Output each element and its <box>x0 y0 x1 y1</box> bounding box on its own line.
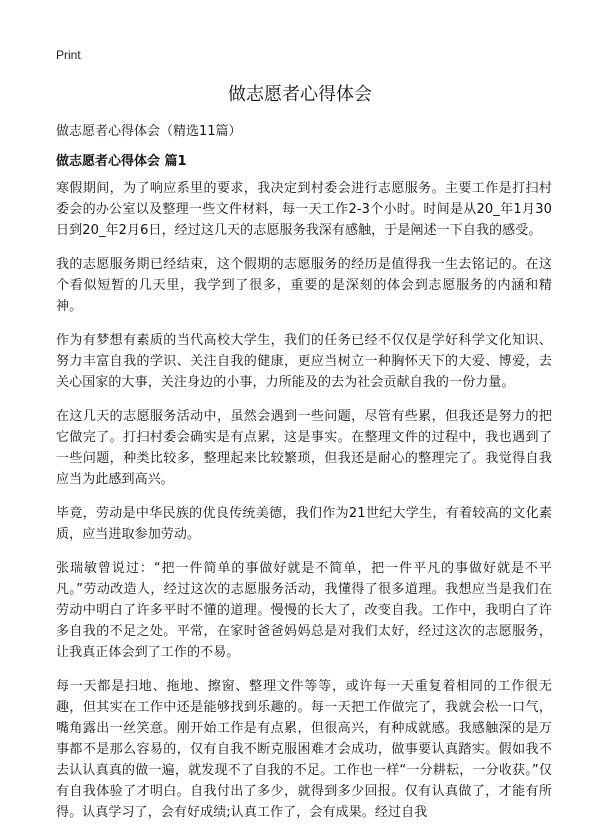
section-heading: 做志愿者心得体会 篇1 <box>56 154 187 169</box>
page-title: 做志愿者心得体会 <box>228 84 372 105</box>
document-subtitle: 做志愿者心得体会（精选11篇） <box>56 124 242 139</box>
print-label: Print <box>56 48 81 62</box>
paragraph: 毕竟，劳动是中华民族的优良传统美德，我们作为21世纪大学生，有着较高的文化素质，应当进取参加劳动。 <box>56 506 552 542</box>
paragraph: 我的志愿服务期已经结束，这个假期的志愿服务的经历是值得我一生去铭记的。在这个看似短暂的几天里，我学到了很多，重要的是深刻的体会到志愿服务的内涵和精神。 <box>56 257 552 314</box>
paragraph: 在这几天的志愿服务活动中，虽然会遇到一些问题，尽管有些累，但我还是努力的把它做完了。打扫村委会确实是有点累，这是事实。在整理文件的过程中，我也遇到了一些问题，种类比较多，整理起来比较繁琐，但我还是耐心的整理完了。我觉得自我应当为此感到高兴。 <box>56 409 552 487</box>
paragraph: 每一天都是扫地、拖地、擦窗、整理文件等等，或许每一天重复着相同的工作很无趣，但其实在工作中还是能够找到乐趣的。每一天把工作做完了，我就会松一口气，嘴角露出一丝笑意。刚开始工作是有点累，但很高兴，有种成就感。我感触深的是万事都不是那么容易的，仅有自我不断克服困难才会成功，做事要认真踏实。假如我不去认认真真的做一遍，就发现不了自我的不足。工作也一样“一分耕耘，一分收获。”仅有自我体验了才明白。自我付出了多少，就得到多少回报。仅有认真做了，才能有所得。认真学习了，会有好成绩;认真工作了，会有成果。经过自我 <box>56 679 552 820</box>
paragraph: 张瑞敏曾说过：“把一件简单的事做好就是不简单，把一件平凡的事做好就是不平凡。”劳动改造人，经过这次的志愿服务活动，我懂得了很多道理。我想应当是我们在劳动中明白了许多平时不懂的道理。慢慢的长大了，改变自我。工作中，我明白了许多自我的不足之处。平常，在家时爸爸妈妈总是对我们太好，经过这次的志愿服务，让我真正体会到了工作的不易。 <box>56 561 552 660</box>
paragraph: 寒假期间，为了响应系里的要求，我决定到村委会进行志愿服务。主要工作是打扫村委会的办公室以及整理一些文件材料，每一天工作2-3个小时。时间是从20_年1月30日到20_年2月6日，经过这几天的志愿服务我深有感触，于是阐述一下自我的感受。 <box>56 181 552 238</box>
paragraph: 作为有梦想有素质的当代高校大学生，我们的任务已经不仅仅是学好科学文化知识、努力丰富自我的学识、关注自我的健康，更应当树立一种胸怀天下的大爱、博爱，去关心国家的大事，关注身边的小事，力所能及的去为社会贡献自我的一份力量。 <box>56 333 552 390</box>
article-body <box>56 178 552 836</box>
